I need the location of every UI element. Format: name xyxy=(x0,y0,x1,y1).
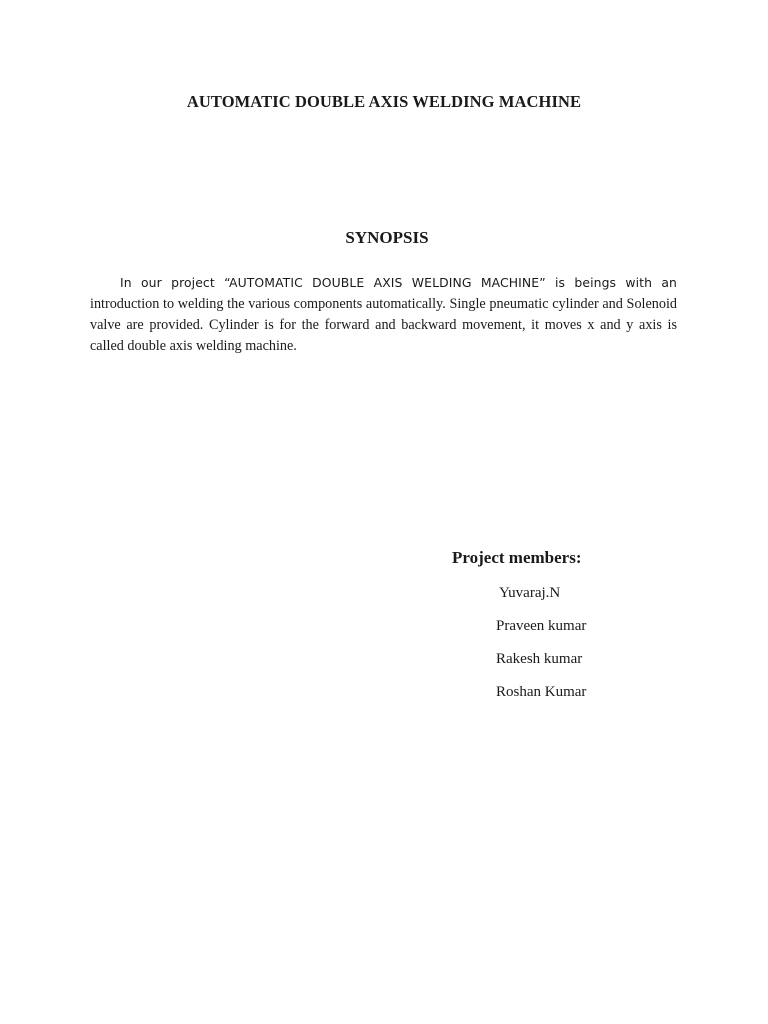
project-members-heading: Project members: xyxy=(452,548,582,567)
synopsis-project-name: AUTOMATIC DOUBLE AXIS WELDING MACHINE xyxy=(229,275,540,290)
synopsis-intro-text: In our project “ xyxy=(120,275,230,290)
synopsis-first-line xyxy=(90,272,677,294)
member-name: Rakesh kumar xyxy=(496,651,583,667)
member-name: Yuvaraj.N xyxy=(499,585,561,601)
synopsis-heading: SYNOPSIS xyxy=(345,228,429,247)
project-members-list xyxy=(496,582,586,714)
member-name: Roshan Kumar xyxy=(496,684,587,700)
synopsis-paragraph xyxy=(90,272,677,357)
member-name: Praveen kumar xyxy=(496,618,587,634)
synopsis-body-text: introduction to welding the various components automatically. Single pneumatic cylinder and Solenoid valve are provided. Cylinder is for the forward and backward movement, it moves x and y axis is called double axis welding machine. xyxy=(90,296,677,354)
document-title: AUTOMATIC DOUBLE AXIS WELDING MACHINE xyxy=(186,92,582,111)
synopsis-intro-tail: ” is beings with an xyxy=(539,275,677,290)
